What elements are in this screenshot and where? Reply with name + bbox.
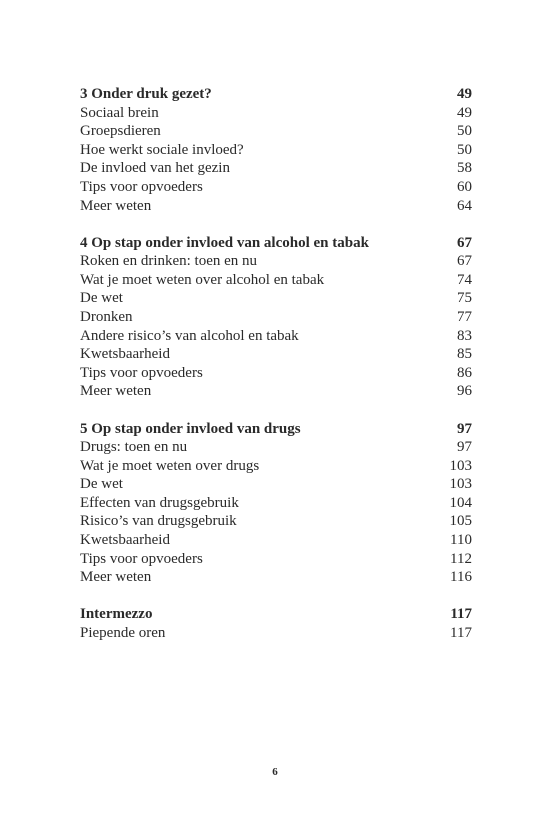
toc-entry-title: Tips voor opvoeders [80, 178, 203, 195]
toc-entry-title: De wet [80, 476, 123, 493]
toc-entry-title: Tips voor opvoeders [80, 364, 203, 381]
toc-entry[interactable] [80, 178, 472, 197]
toc-entry-page: 58 [457, 160, 472, 177]
toc-entry-page: 83 [457, 327, 472, 344]
toc-entry[interactable] [80, 531, 472, 550]
toc-entry-title: Sociaal brein [80, 104, 159, 121]
toc-heading-page: 67 [457, 234, 472, 251]
toc-section-3 [80, 85, 472, 215]
toc-entry[interactable] [80, 512, 472, 531]
toc-section-intermezzo [80, 605, 472, 642]
toc-entry[interactable] [80, 364, 472, 383]
toc-entry-title: Wat je moet weten over drugs [80, 457, 260, 474]
toc-entry-page: 103 [449, 457, 472, 474]
toc-entry-title: Dronken [80, 309, 133, 326]
page-number: 6 [272, 766, 278, 778]
toc-entry[interactable] [80, 568, 472, 587]
toc-entry-page: 86 [457, 364, 472, 381]
toc-entry[interactable] [80, 308, 472, 327]
toc-entry-title: Kwetsbaarheid [80, 532, 170, 549]
toc-heading[interactable] [80, 234, 472, 253]
toc-heading-title: Intermezzo [80, 606, 153, 623]
toc-entry[interactable] [80, 475, 472, 494]
toc-entry-page: 97 [457, 439, 472, 456]
toc-entry-page: 60 [457, 178, 472, 195]
toc-entry-page: 110 [450, 532, 472, 549]
toc-entry[interactable] [80, 159, 472, 178]
toc-entry-title: Andere risico’s van alcohol en tabak [80, 327, 299, 344]
toc-entry-title: Risico’s van drugsgebruik [80, 513, 237, 530]
toc-entry[interactable] [80, 197, 472, 216]
toc-entry-title: Hoe werkt sociale invloed? [80, 141, 244, 158]
toc-entry[interactable] [80, 327, 472, 346]
toc-entry-title: Effecten van drugsgebruik [80, 494, 239, 511]
toc-heading-page: 97 [457, 420, 472, 437]
toc-entry[interactable] [80, 345, 472, 364]
toc-entry-title: Meer weten [80, 569, 152, 586]
toc-entry-page: 50 [457, 141, 472, 158]
toc-entry-page: 117 [450, 624, 472, 641]
toc-entry[interactable] [80, 494, 472, 513]
toc-entry[interactable] [80, 141, 472, 160]
toc-heading-page: 49 [457, 86, 472, 102]
toc-entry-page: 104 [449, 494, 472, 511]
table-of-contents [80, 85, 472, 661]
toc-entry-page: 103 [449, 476, 472, 493]
toc-heading-title: 3 Onder druk gezet? [80, 86, 212, 102]
toc-section-4 [80, 234, 472, 401]
toc-entry[interactable] [80, 271, 472, 290]
toc-entry[interactable] [80, 252, 472, 271]
toc-entry-title: Wat je moet weten over alcohol en tabak [80, 271, 325, 288]
toc-entry-title: Piepende oren [80, 624, 166, 641]
toc-entry-title: Groepsdieren [80, 123, 161, 140]
toc-entry-page: 96 [457, 383, 472, 400]
toc-entry-page: 49 [457, 104, 472, 121]
toc-entry-page: 67 [457, 253, 472, 270]
toc-heading[interactable] [80, 420, 472, 439]
toc-heading-title: 5 Op stap onder invloed van drugs [80, 420, 301, 437]
toc-entry[interactable] [80, 104, 472, 123]
toc-heading[interactable] [80, 605, 472, 624]
toc-entry-title: De wet [80, 290, 123, 307]
toc-entry-title: De invloed van het gezin [80, 160, 230, 177]
toc-entry-page: 64 [457, 197, 472, 214]
toc-entry[interactable] [80, 550, 472, 569]
toc-entry-page: 85 [457, 346, 472, 363]
toc-entry-page: 74 [457, 271, 472, 288]
toc-entry-title: Tips voor opvoeders [80, 550, 203, 567]
toc-heading-title: 4 Op stap onder invloed van alcohol en tabak [80, 234, 369, 251]
toc-entry-title: Drugs: toen en nu [80, 439, 188, 456]
toc-heading-page: 117 [450, 606, 472, 623]
toc-section-5 [80, 420, 472, 587]
toc-entry[interactable] [80, 122, 472, 141]
toc-entry-title: Roken en drinken: toen en nu [80, 253, 258, 270]
toc-entry-title: Kwetsbaarheid [80, 346, 170, 363]
toc-entry[interactable] [80, 624, 472, 643]
toc-entry-page: 116 [450, 569, 472, 586]
toc-entry-page: 112 [450, 550, 472, 567]
toc-entry-page: 75 [457, 290, 472, 307]
toc-entry-title: Meer weten [80, 383, 152, 400]
toc-entry-title: Meer weten [80, 197, 152, 214]
toc-entry[interactable] [80, 289, 472, 308]
toc-entry-page: 105 [449, 513, 472, 530]
toc-heading[interactable] [80, 85, 472, 104]
toc-entry-page: 50 [457, 123, 472, 140]
toc-entry[interactable] [80, 438, 472, 457]
toc-entry[interactable] [80, 457, 472, 476]
toc-entry[interactable] [80, 382, 472, 401]
toc-entry-page: 77 [457, 309, 472, 326]
